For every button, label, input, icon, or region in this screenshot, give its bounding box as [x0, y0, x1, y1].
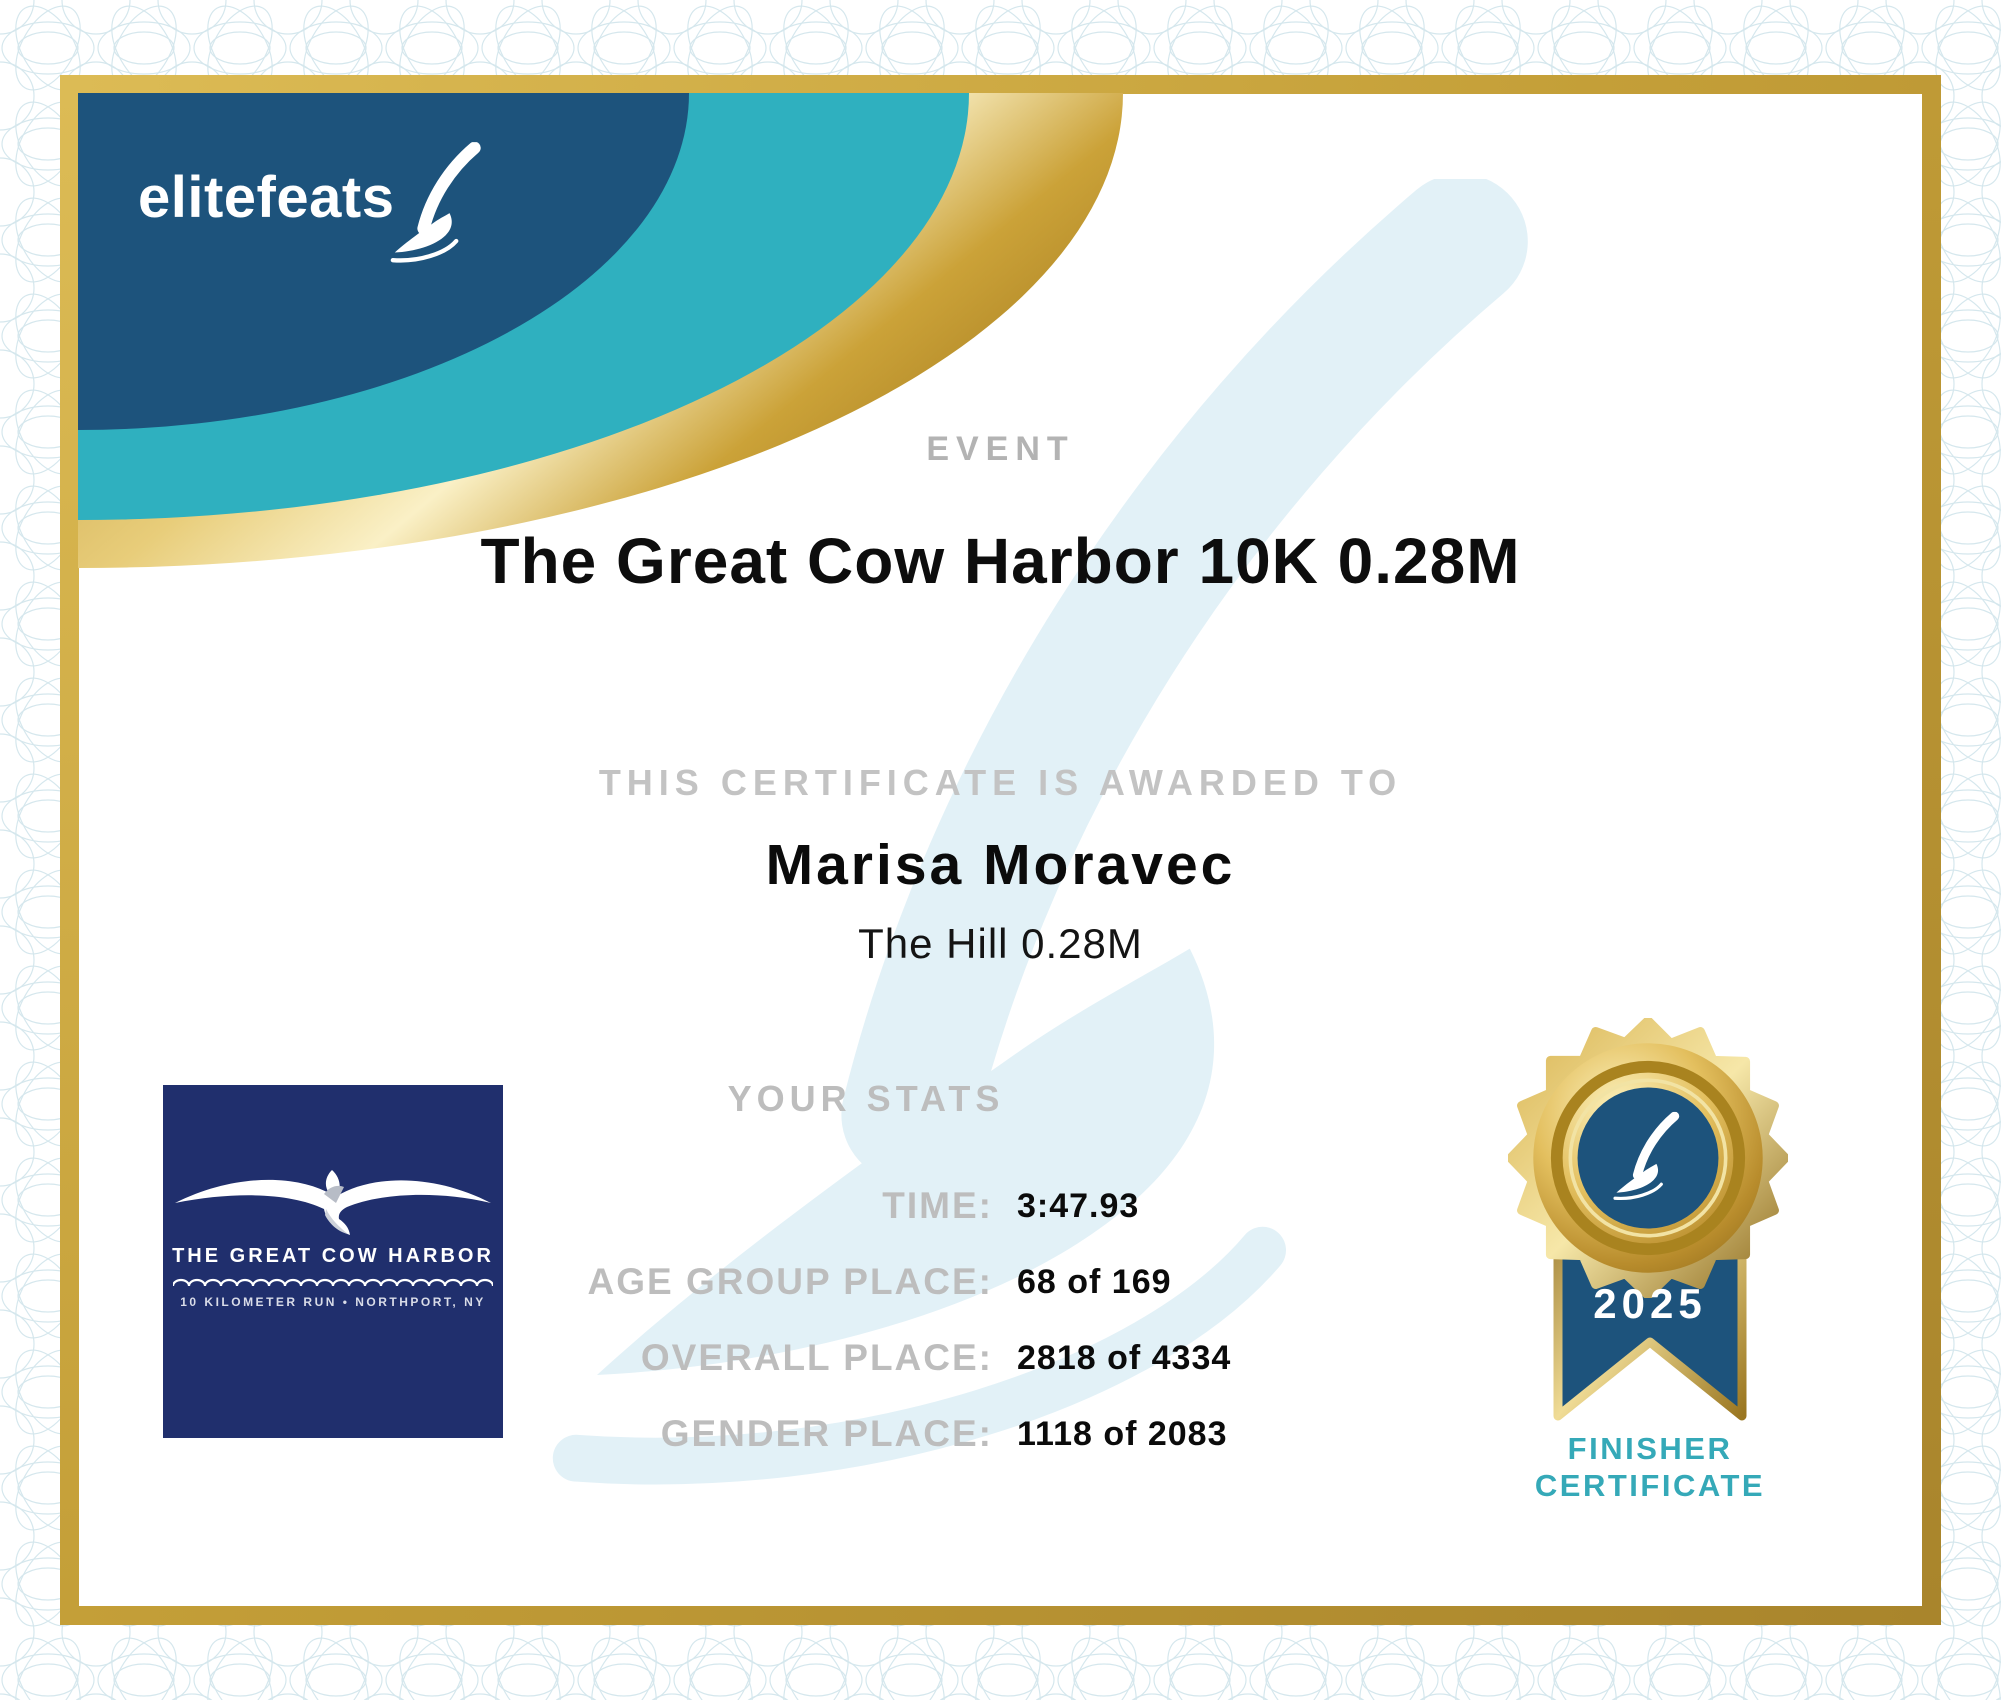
stat-value-age-group-place: 68 of 169 [1017, 1263, 1172, 1301]
great-cow-harbor-logo [163, 1085, 503, 1438]
medal-year: 2025 [1593, 1280, 1707, 1327]
medal-rosette [1508, 1018, 1788, 1298]
stat-label-gender-place: GENDER PLACE: [660, 1413, 993, 1454]
event-name: The Great Cow Harbor 10K 0.28M [480, 525, 1521, 597]
awarded-to-label: THIS CERTIFICATE IS AWARDED TO [598, 762, 1403, 803]
stat-value-overall-place: 2818 of 4334 [1017, 1339, 1232, 1377]
stat-value-time: 3:47.93 [1017, 1187, 1140, 1225]
elitefeats-logo-text: elitefeats [138, 165, 395, 230]
race-logo-title: THE GREAT COW HARBOR [172, 1245, 494, 1267]
stat-label-overall-place: OVERALL PLACE: [640, 1337, 993, 1378]
stat-label-time: TIME: [882, 1185, 993, 1226]
stat-label-age-group-place: AGE GROUP PLACE: [587, 1261, 993, 1302]
elitefeats-wingfoot-icon [390, 142, 486, 267]
your-stats-heading: YOUR STATS [727, 1078, 1005, 1119]
medal-caption-line1: FINISHER [1567, 1431, 1733, 1466]
medal-caption-line2: CERTIFICATE [1534, 1468, 1766, 1503]
seagull-icon [173, 1157, 493, 1245]
elitefeats-brand [138, 142, 486, 267]
division-name: The Hill 0.28M [858, 920, 1143, 967]
event-label: EVENT [926, 430, 1075, 468]
wave-line-icon [173, 1277, 493, 1291]
stat-value-gender-place: 1118 of 2083 [1017, 1415, 1228, 1453]
recipient-name: Marisa Moravec [765, 833, 1236, 897]
medal-caption [1450, 1430, 1850, 1504]
race-logo-subtitle: 10 KILOMETER RUN • NORTHPORT, NY [180, 1295, 486, 1309]
